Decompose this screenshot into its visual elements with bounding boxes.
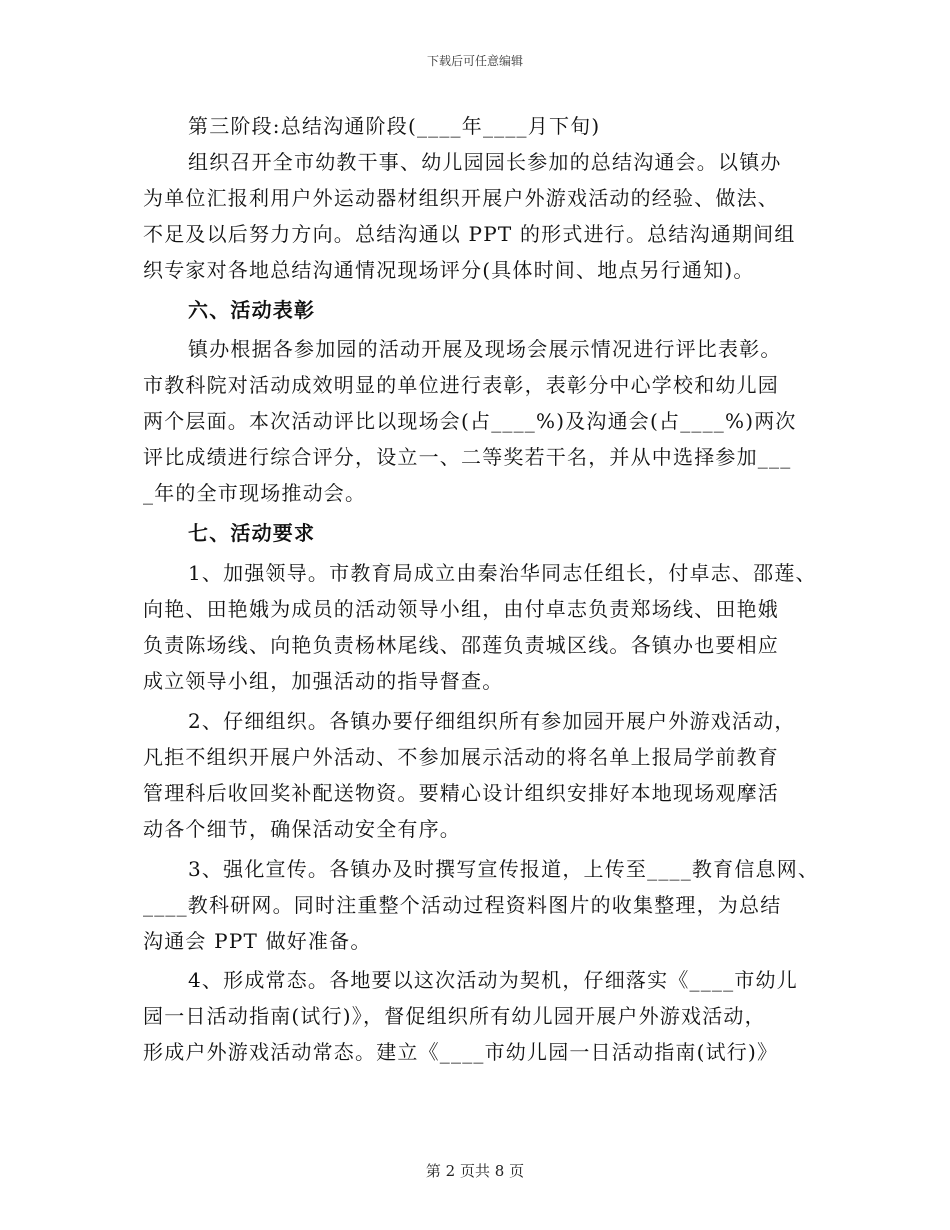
paragraph-line: 形成户外游戏活动常态。建立《____市幼儿园一日活动指南(试行)》 [143, 1040, 779, 1064]
page-header: 下载后可任意编辑 [426, 54, 523, 68]
section-heading-awards: 六、活动表彰 [188, 298, 316, 322]
paragraph-line: 负责陈场线、向艳负责杨林尾线、邵莲负责城区线。各镇办也要相应 [143, 633, 779, 657]
paragraph-line: 3、强化宣传。各镇办及时撰写宣传报道，上传至____教育信息网、 [188, 857, 820, 881]
paragraph-line: 组织召开全市幼教干事、幼儿园园长参加的总结沟通会。以镇办 [188, 150, 782, 174]
paragraph-line: 4、形成常态。各地要以这次活动为契机，仔细落实《____市幼儿 [188, 968, 798, 992]
paragraph-line: 沟通会 PPT 做好准备。 [143, 929, 372, 953]
paragraph-line: 不足及以后努力方向。总结沟通以 PPT 的形式进行。总结沟通期间组 [143, 222, 796, 246]
paragraph-line: 成立领导小组，加强活动的指导督查。 [143, 669, 504, 693]
paragraph-line: 两个层面。本次活动评比以现场会(占____%)及沟通会(占____%)两次 [143, 409, 797, 433]
paragraph-line: 市教科院对活动成效明显的单位进行表彰，表彰分中心学校和幼儿园 [143, 373, 779, 397]
paragraph-line: 镇办根据各参加园的活动开展及现场会展示情况进行评比表彰。 [188, 337, 782, 361]
paragraph-line: 凡拒不组织开展户外活动、不参加展示活动的将名单上报局学前教育 [143, 745, 779, 769]
paragraph-line: 织专家对各地总结沟通情况现场评分(具体时间、地点另行通知)。 [143, 258, 755, 282]
stage-three-heading: 第三阶段:总结沟通阶段(____年____月下旬) [188, 114, 601, 138]
paragraph-line: 管理科后收回奖补配送物资。要精心设计组织安排好本地现场观摩活 [143, 781, 779, 805]
paragraph-line: 1、加强领导。市教育局成立由秦治华同志任组长，付卓志、邵莲、 [188, 561, 817, 585]
paragraph-line: 动各个细节，确保活动安全有序。 [143, 817, 461, 841]
paragraph-line: 向艳、田艳娥为成员的活动领导小组，由付卓志负责郑场线、田艳娥 [143, 597, 779, 621]
paragraph-line: 评比成绩进行综合评分，设立一、二等奖若干名，并从中选择参加___ [143, 445, 792, 469]
paragraph-line: 2、仔细组织。各镇办要仔细组织所有参加园开展户外游戏活动， [188, 709, 796, 733]
paragraph-line: 为单位汇报利用户外运动器材组织开展户外游戏活动的经验、做法、 [143, 186, 779, 210]
paragraph-line: _年的全市现场推动会。 [143, 481, 367, 505]
paragraph-line: ____教科研网。同时注重整个活动过程资料图片的收集整理，为总结 [143, 893, 782, 917]
page-number: 第 2 页共 8 页 [425, 1162, 525, 1180]
section-heading-requirements: 七、活动要求 [188, 521, 316, 545]
paragraph-line: 园一日活动指南(试行)》，督促组织所有幼儿园开展户外游戏活动， [143, 1004, 766, 1028]
